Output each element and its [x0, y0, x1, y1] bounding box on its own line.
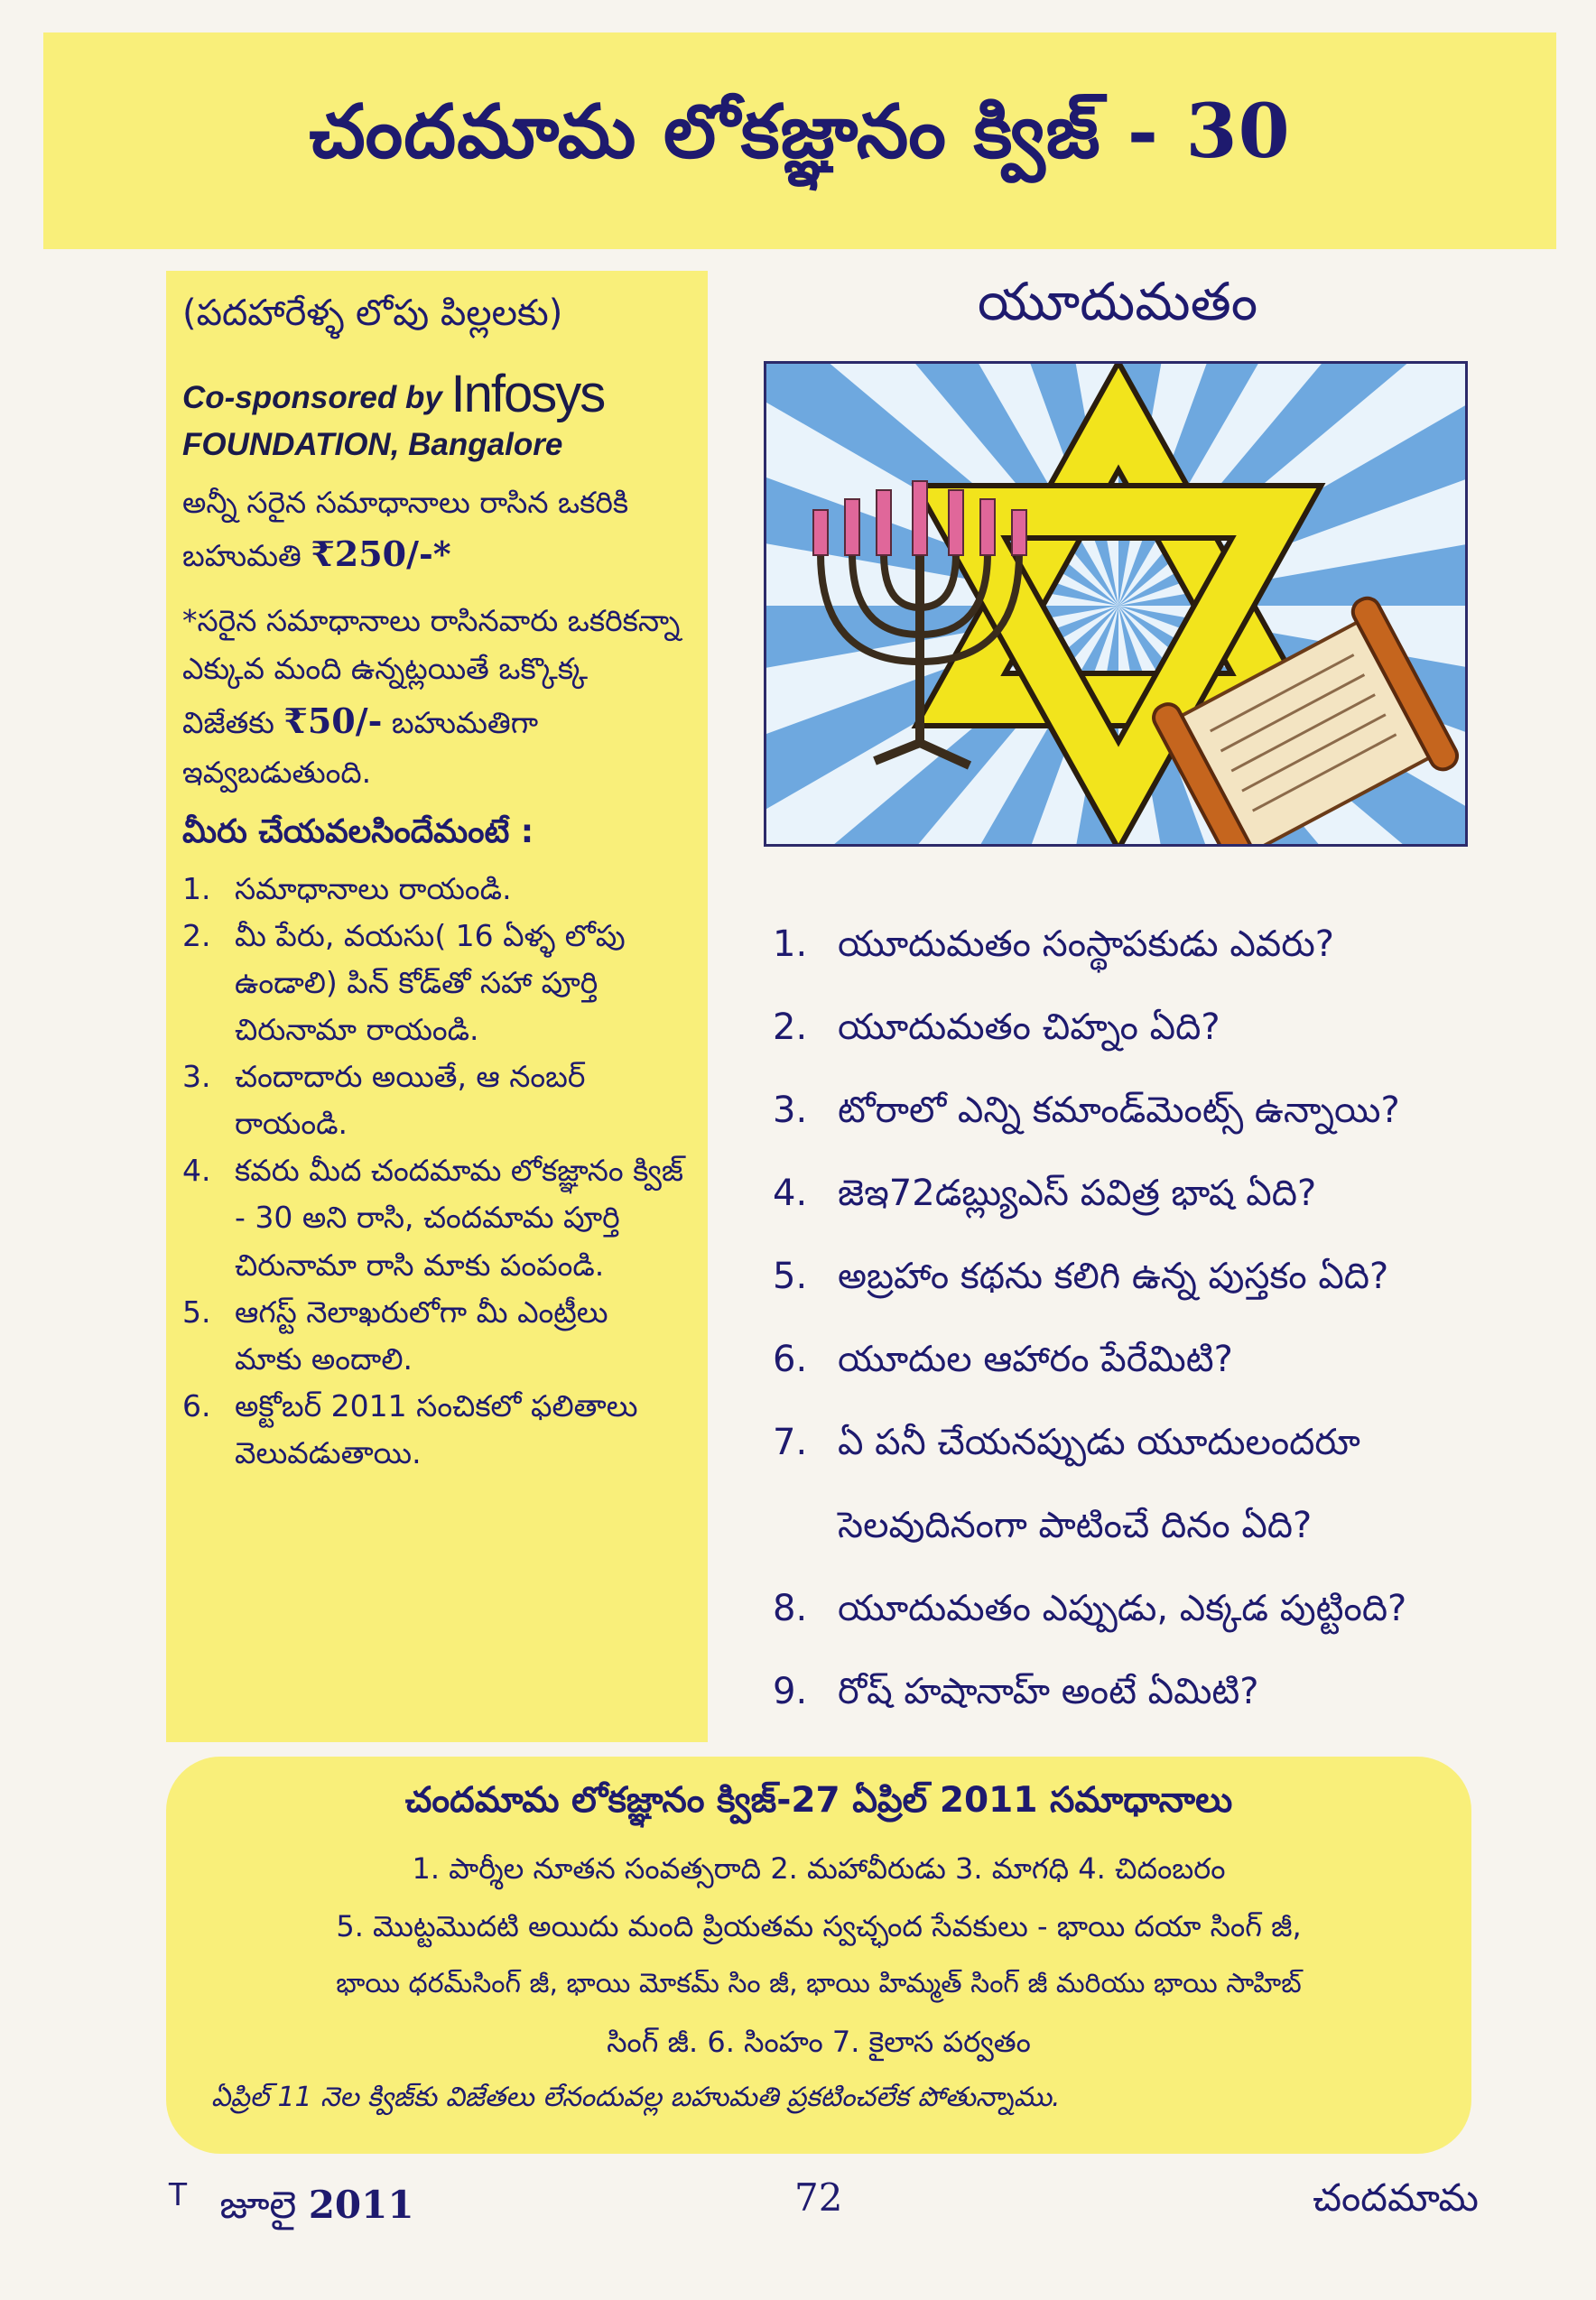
question-number: 4. — [773, 1173, 808, 1214]
step-item — [182, 866, 684, 913]
answers-note: ఏప్రిల్ 11 నెల క్విజ్‌కు విజేతలు లేనందువల్ల బహుమతి ప్రకటించలేక పోతున్నాము. — [211, 2082, 1061, 2113]
question-text: యూదుమతం ఎప్పుడు, ఎక్కడ పుట్టింది? — [838, 1588, 1407, 1629]
answer-line: 5. మొట్టమొదటి అయిదు మంది ప్రియతమ స్వచ్ఛంద సేవకులు - భాయి దయా సింగ్ జీ, — [336, 1909, 1302, 1943]
note-text: *సరైన సమాధానాలు రాసినవారు ఒకరికన్నా ఎక్కువ మంది ఉన్నట్లయితే ఒక్కొక్క విజేతకు — [182, 602, 681, 740]
prize-text: అన్నీ సరైన సమాధానాలు రాసిన ఒకరికి బహుమతి — [182, 484, 629, 574]
page-number: 72 — [794, 2175, 843, 2220]
step-item — [182, 1383, 684, 1477]
sponsor-block — [182, 363, 684, 464]
prize-amount: ₹250/-* — [311, 533, 451, 575]
previous-answers-box — [166, 1757, 1471, 2154]
rules-sidebar — [166, 271, 708, 1742]
title-banner — [43, 32, 1556, 249]
step-text: సమాధానాలు రాయండి. — [235, 870, 512, 906]
step-text: మీ పేరు, వయసు( 16 ఏళ్ళ లోపు ఉండాలి) పిన్ కోడ్‌తో సహా పూర్తి చిరునామా రాయండి. — [235, 917, 626, 1047]
step-text: చందాదారు అయితే, ఆ నంబర్ రాయండి. — [235, 1059, 586, 1142]
step-number: 4. — [182, 1153, 211, 1189]
step-item — [182, 913, 684, 1053]
step-number: 3. — [182, 1059, 211, 1094]
page-footer — [0, 2175, 1596, 2230]
footer-mark: T — [168, 2175, 188, 2212]
question-number: 6. — [773, 1339, 808, 1380]
note-paragraph — [182, 597, 684, 797]
magazine-name: చందమామ — [1313, 2175, 1479, 2220]
question-list — [773, 903, 1513, 1733]
step-number: 1. — [182, 870, 211, 906]
question-item — [773, 1069, 1513, 1152]
illustration-svg — [766, 364, 1465, 844]
question-item — [773, 1152, 1513, 1235]
infosys-logo: Infosys — [450, 365, 605, 423]
footer-year: 2011 — [308, 2183, 414, 2227]
judaism-illustration — [764, 361, 1468, 847]
answer-line: సింగ్ జీ. 6. సింహం 7. కైలాస పర్వతం — [607, 2025, 1031, 2059]
answers-title: చందమామ లోకజ్ఞానం క్విజ్-27 ఏప్రిల్ 2011 సమాధానాలు — [404, 1780, 1233, 1821]
note-amount: ₹50/- — [283, 700, 383, 741]
quiz-topic: యూదుమతం — [977, 271, 1258, 332]
sponsor-line2: FOUNDATION, Bangalore — [182, 426, 563, 462]
step-item — [182, 1147, 684, 1288]
steps-list — [182, 866, 684, 1478]
step-text: ఆగస్ట్ నెలాఖరులోగా మీ ఎంట్రీలు మాకు అందాలి. — [235, 1294, 608, 1377]
prize-paragraph — [182, 478, 684, 582]
question-number: 2. — [773, 1006, 808, 1048]
question-text: జెఇ72డబ్ల్యుఎస్ పవిత్ర భాష ఏది? — [838, 1173, 1317, 1214]
step-text: కవరు మీద చందమామ లోకజ్ఞానం క్విజ్ - 30 అని రాసి, చందమామ పూర్తి చిరునామా రాసి మాకు పంపండి. — [235, 1153, 683, 1283]
question-text: యూదుమతం చిహ్నం ఏది? — [838, 1006, 1220, 1048]
question-text: యూదుమతం సంస్థాపకుడు ఎవరు? — [838, 923, 1335, 965]
step-number: 6. — [182, 1387, 211, 1424]
question-number: 5. — [773, 1256, 808, 1297]
footer-month: జూలై — [219, 2183, 297, 2227]
question-item — [773, 1567, 1513, 1650]
question-number: 3. — [773, 1090, 808, 1131]
question-number: 1. — [773, 923, 808, 965]
question-text: అబ్రహాం కథను కలిగి ఉన్న పుస్తకం ఏది? — [838, 1256, 1389, 1297]
question-item — [773, 1318, 1513, 1401]
answer-line: 1. పార్శీల నూతన సంవత్సరాది 2. మహావీరుడు 3. మాగధి 4. చిదంబరం — [412, 1851, 1226, 1886]
step-item — [182, 1289, 684, 1383]
step-number: 2. — [182, 917, 211, 953]
question-item — [773, 986, 1513, 1069]
age-note: (పదహారేళ్ళ లోపు పిల్లలకు) — [182, 292, 563, 334]
question-number: 9. — [773, 1671, 808, 1712]
question-text: యూదుల ఆహారం పేరేమిటి? — [838, 1339, 1233, 1380]
question-item — [773, 1235, 1513, 1318]
answer-line: భాయి ధరమ్‌సింగ్ జీ, భాయి మోకమ్ సిం జీ, భాయి హిమ్మత్ సింగ్ జీ మరియు భాయి సాహిబ్ — [336, 1968, 1302, 1999]
page-title: చందమామ లోకజ్ఞానం క్విజ్ - 30 — [309, 88, 1291, 175]
footer-date — [168, 2175, 414, 2237]
question-number: 8. — [773, 1588, 808, 1629]
note-tail: బహుమతిగా ఇవ్వబడుతుంది. — [182, 704, 539, 791]
question-text: ఏ పనీ చేయనప్పుడు యూదులందరూ సెలవుదినంగా పాటించే దినం ఏది? — [838, 1422, 1360, 1546]
steps-heading: మీరు చేయవలసిందేమంటే : — [182, 812, 534, 850]
step-number: 5. — [182, 1294, 211, 1330]
question-item — [773, 1401, 1477, 1567]
sponsor-prefix: Co-sponsored by — [182, 380, 442, 415]
step-text: అక్టోబర్ 2011 సంచికలో ఫలితాలు వెలువడుతాయి. — [235, 1387, 638, 1470]
question-number: 7. — [773, 1422, 808, 1463]
step-item — [182, 1053, 684, 1147]
question-item — [773, 1650, 1513, 1733]
question-item — [773, 903, 1513, 986]
question-text: రోష్ హషానాహ్ అంటే ఏమిటి? — [838, 1671, 1259, 1712]
question-text: టోరాలో ఎన్ని కమాండ్‌మెంట్స్ ఉన్నాయి? — [838, 1090, 1400, 1131]
